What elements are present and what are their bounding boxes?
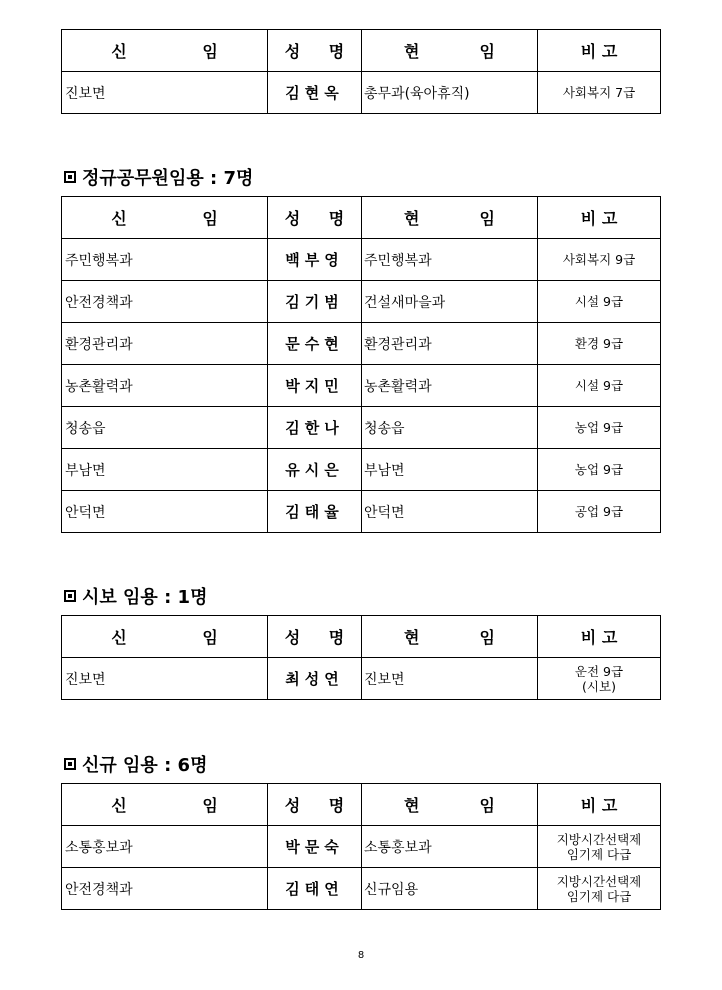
new-post-cell: 안전경책과 (62, 281, 268, 323)
header-name: 성 명 (268, 30, 362, 72)
new-post-cell: 부남면 (62, 449, 268, 491)
remark-cell: 사회복지 9급 (538, 239, 661, 281)
square-bullet-icon (64, 758, 76, 770)
header-new-post: 신 임 (62, 30, 268, 72)
current-post-cell: 진보면 (362, 658, 538, 700)
name-cell: 박지민 (268, 365, 362, 407)
name-cell: 유시은 (268, 449, 362, 491)
header-current: 현 임 (362, 784, 538, 826)
table-row (62, 281, 661, 323)
appointment-table-top (61, 29, 661, 114)
page-number: 8 (357, 950, 365, 961)
remark-line: 운전 9급 (574, 663, 624, 679)
table-row (62, 239, 661, 281)
current-post-cell: 청송읍 (362, 407, 538, 449)
name-cell: 김태연 (268, 868, 362, 910)
header-name: 성 명 (268, 784, 362, 826)
table-row (62, 365, 661, 407)
current-post-cell: 신규임용 (362, 868, 538, 910)
remark-cell: 시설 9급 (538, 365, 661, 407)
remark-cell (538, 868, 661, 910)
table-header-row (62, 616, 661, 658)
table-row (62, 868, 661, 910)
appointment-table-regular (61, 196, 661, 533)
current-post-cell: 부남면 (362, 449, 538, 491)
header-new-post: 신 임 (62, 197, 268, 239)
header-current: 현 임 (362, 197, 538, 239)
current-post-cell: 농촌활력과 (362, 365, 538, 407)
header-name: 성 명 (268, 197, 362, 239)
table-row (62, 491, 661, 533)
new-post-cell: 청송읍 (62, 407, 268, 449)
remark-cell: 공업 9급 (538, 491, 661, 533)
square-bullet-icon (64, 171, 76, 183)
name-cell: 문수현 (268, 323, 362, 365)
section-title-probation: 시보 임용 : 1명 (64, 583, 207, 609)
current-post-cell: 주민행복과 (362, 239, 538, 281)
header-remark: 비 고 (538, 616, 661, 658)
section-title-new-hire: 신규 임용 : 6명 (64, 751, 207, 777)
remark-cell (538, 826, 661, 868)
new-post-cell: 안전경책과 (62, 868, 268, 910)
header-new-post: 신 임 (62, 784, 268, 826)
remark-line: 임기제 다급 (566, 846, 632, 862)
current-post-cell: 건설새마을과 (362, 281, 538, 323)
section-title-regular: 정규공무원임용 : 7명 (64, 164, 253, 190)
remark-line: 지방시간선택제 (556, 831, 642, 847)
table-header-row (62, 30, 661, 72)
square-bullet-icon (64, 590, 76, 602)
new-post-cell: 진보면 (62, 658, 268, 700)
new-post-cell: 안덕면 (62, 491, 268, 533)
current-post-cell: 소통홍보과 (362, 826, 538, 868)
new-post-cell: 농촌활력과 (62, 365, 268, 407)
table-header-row (62, 197, 661, 239)
new-post-cell: 환경관리과 (62, 323, 268, 365)
table-row (62, 323, 661, 365)
header-remark: 비 고 (538, 197, 661, 239)
remark-cell: 농업 9급 (538, 407, 661, 449)
remark-cell: 사회복지 7급 (538, 72, 661, 114)
remark-cell: 농업 9급 (538, 449, 661, 491)
current-post-cell: 환경관리과 (362, 323, 538, 365)
remark-cell: 시설 9급 (538, 281, 661, 323)
header-current: 현 임 (362, 30, 538, 72)
appointment-table-new-hire (61, 783, 661, 910)
header-name: 성 명 (268, 616, 362, 658)
header-remark: 비 고 (538, 30, 661, 72)
header-new-post: 신 임 (62, 616, 268, 658)
remark-line: 임기제 다급 (566, 888, 632, 904)
name-cell: 최성연 (268, 658, 362, 700)
table-row (62, 449, 661, 491)
name-cell: 김현옥 (268, 72, 362, 114)
appointment-table-probation (61, 615, 661, 700)
name-cell: 김한나 (268, 407, 362, 449)
name-cell: 박문숙 (268, 826, 362, 868)
current-post-cell: 안덕면 (362, 491, 538, 533)
remark-line: (시보) (582, 678, 616, 694)
new-post-cell: 소통홍보과 (62, 826, 268, 868)
remark-cell: 환경 9급 (538, 323, 661, 365)
name-cell: 김태율 (268, 491, 362, 533)
new-post-cell: 진보면 (62, 72, 268, 114)
name-cell: 백부영 (268, 239, 362, 281)
table-header-row (62, 784, 661, 826)
header-remark: 비 고 (538, 784, 661, 826)
name-cell: 김기범 (268, 281, 362, 323)
current-post-cell: 총무과(육아휴직) (362, 72, 538, 114)
remark-line: 지방시간선택제 (556, 873, 642, 889)
remark-cell (538, 658, 661, 700)
table-row (62, 407, 661, 449)
new-post-cell: 주민행복과 (62, 239, 268, 281)
table-row (62, 72, 661, 114)
table-row (62, 826, 661, 868)
header-current: 현 임 (362, 616, 538, 658)
table-row (62, 658, 661, 700)
